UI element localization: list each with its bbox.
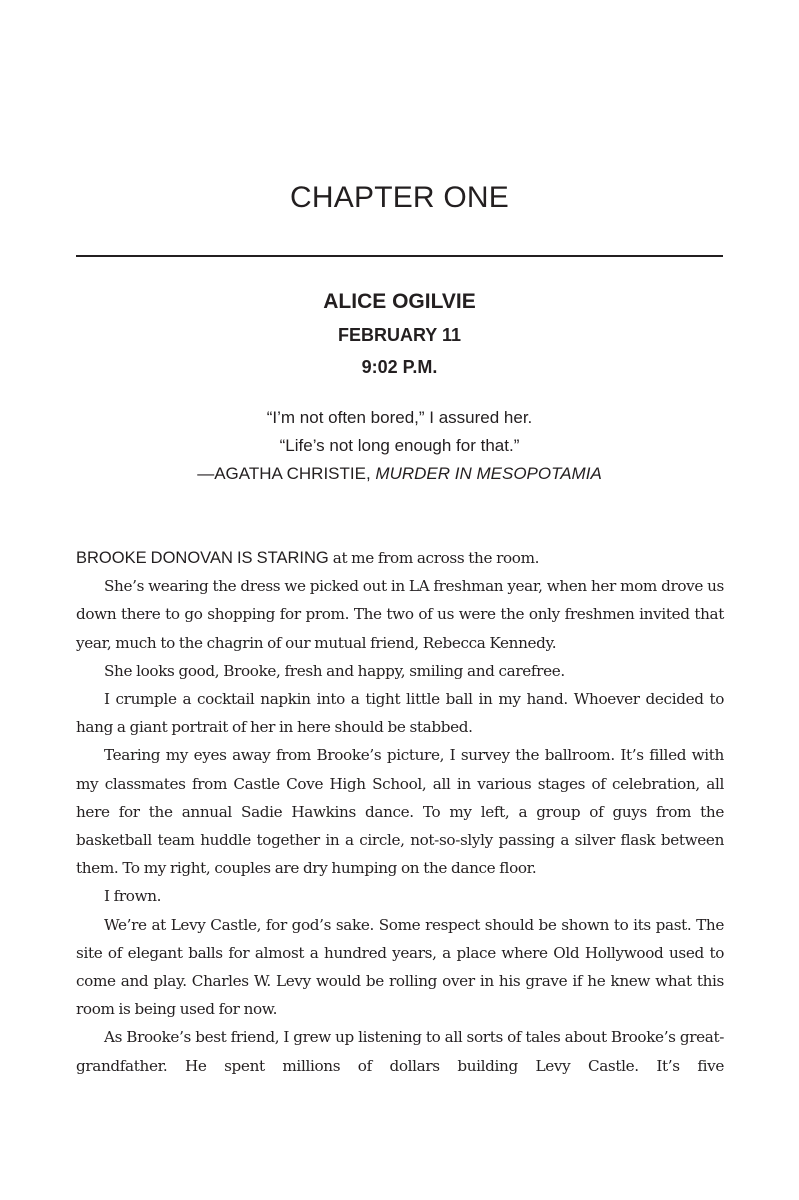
lead-in-small-caps: BROOKE DONOVAN IS STARING — [76, 549, 329, 567]
epigraph-author: —AGATHA CHRISTIE, — [197, 464, 376, 483]
epigraph-work-title: MURDER IN MESOPOTAMIA — [375, 464, 602, 483]
paragraph-3: She looks good, Brooke, fresh and happy, smiling and carefree. — [104, 661, 565, 680]
paragraph-1 — [76, 544, 724, 572]
paragraph-5: Tearing my eyes away from Brooke’s picture, I survey the ballroom. It’s filled with my classmates from Castle Cove High School, all in various stages of celebration, all here for the annual Sadie Hawkins dance. To my left, a group of guys from the basketball team huddle together in a circle, not-so-slyly passing a silver flask between them. To my right, couples are dry humping on the dance floor. — [76, 746, 724, 878]
epigraph-line-1: “I’m not often bored,” I assured her. — [266, 408, 533, 427]
paragraph-6: I frown. — [104, 887, 162, 906]
epigraph — [0, 404, 799, 488]
paragraph-7: We’re at Levy Castle, for god’s sake. Some respect should be shown to its past. The site of elegant balls for almost a hundred years, a place where Old Hollywood used to come and play. Charles W. Levy would be rolling over in his grave if he knew what this room is being used for now. — [76, 915, 724, 1019]
chapter-title: CHAPTER ONE — [290, 181, 509, 214]
pov-character-name: ALICE OGILVIE — [323, 290, 476, 313]
paragraph-2: She’s wearing the dress we picked out in LA freshman year, when her mom drove us down there to go shopping for prom. The two of us were the only freshmen invited that year, much to the chagrin of our mutual friend, Rebecca Kennedy. — [76, 577, 724, 652]
chapter-body — [76, 544, 724, 1080]
chapter-divider — [76, 255, 723, 257]
pov-time: 9:02 P.M. — [361, 357, 438, 377]
epigraph-line-2: “Life’s not long enough for that.” — [279, 436, 520, 455]
pov-date: FEBRUARY 11 — [337, 325, 462, 345]
paragraph-4: I crumple a cocktail napkin into a tight little ball in my hand. Whoever decided to hang a giant portrait of her in here should be stabbed. — [76, 690, 724, 737]
epigraph-attribution — [0, 460, 799, 488]
paragraph-8: As Brooke’s best friend, I grew up listening to all sorts of tales about Brooke’s great-grandfather. He spent millions of dollars building Levy Castle. It’s five — [76, 1028, 724, 1075]
paragraph-1-text: at me from across the room. — [328, 549, 540, 567]
